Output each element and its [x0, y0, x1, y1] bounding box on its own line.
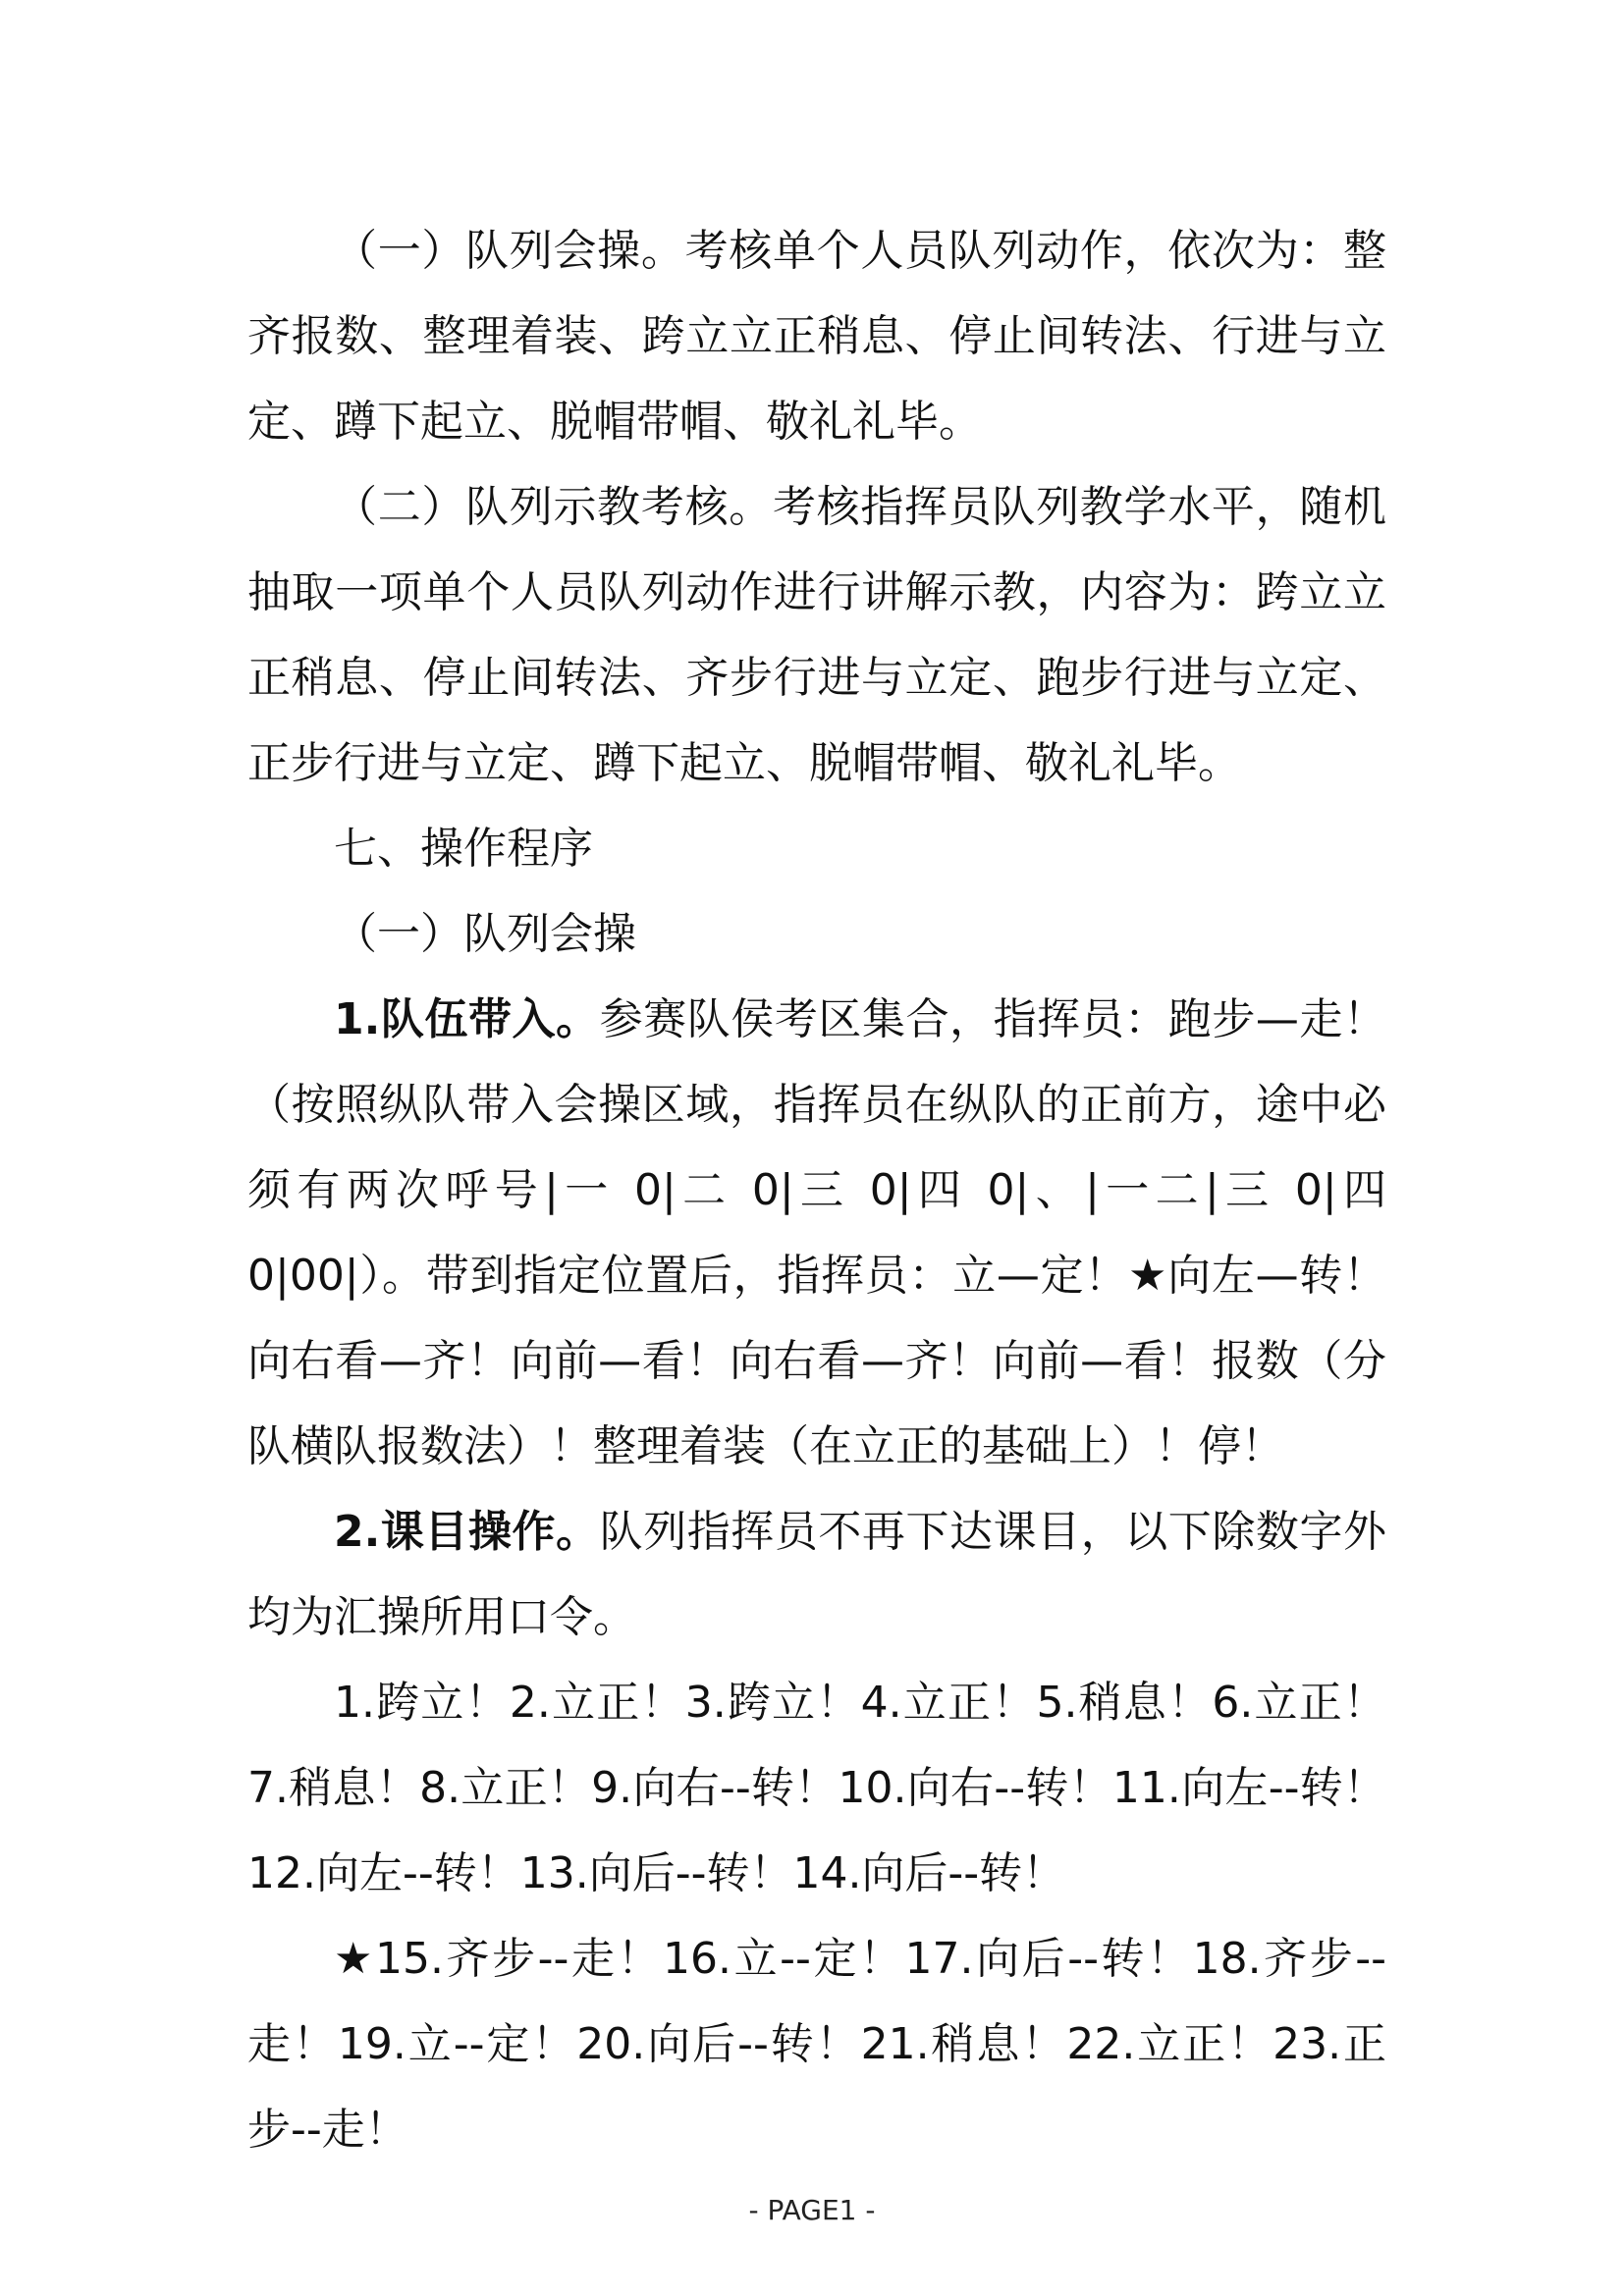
paragraph-commands-1-14: 1.跨立！2.立正！3.跨立！4.立正！5.稍息！6.立正！7.稍息！8.立正！9.向右--转！10.向右--转！11.向左--转！12.向左--转！13.向后--转！14.向后--转！: [247, 1678, 1386, 1898]
subsection-heading-team-drill: （一）队列会操: [334, 909, 636, 959]
paragraph-lead-subject-operation: 2.课目操作。: [334, 1507, 600, 1557]
paragraph-commands-15-23: ★15.齐步--走！16.立--定！17.向后--转！18.齐步--走！19.立--定！20.向后--转！21.稍息！22.立正！23.正步--走！: [247, 1934, 1386, 2155]
paragraph-subject-operation: [247, 1489, 1386, 1660]
paragraph-team-drill: （一）队列会操。考核单个人员队列动作，依次为：整齐报数、整理着装、跨立立正稍息、停止间转法、行进与立定、蹲下起立、脱帽带帽、敬礼礼毕。: [247, 226, 1386, 447]
paragraph-team-entry: [247, 977, 1386, 1489]
paragraph-drill-teaching: （二）队列示教考核。考核指挥员队列教学水平，随机抽取一项单个人员队列动作进行讲解示教，内容为：跨立立正稍息、停止间转法、齐步行进与立定、跑步行进与立定、正步行进与立定、蹲下起立、脱帽带帽、敬礼礼毕。: [247, 482, 1386, 788]
page-footer: - PAGE1 -: [748, 2194, 876, 2226]
paragraph-body-team-entry: 参赛队侯考区集合，指挥员：跑步—走！（按照纵队带入会操区域，指挥员在纵队的正前方，途中必须有两次呼号|一 0|二 0|三 0|四 0|、|一二|三 0|四 0|00|）。带到指定位置后，指挥员：立—定！★向左—转！向右看—齐！向前—看！向右看—齐！向前—看！报数（分队横队报数法）！整理着装（在立正的基础上）！停！: [247, 994, 1386, 1471]
paragraph-body-subject-operation: 队列指挥员不再下达课目，以下除数字外均为汇操所用口令。: [247, 1507, 1386, 1642]
paragraph-lead-team-entry: 1.队伍带入。: [334, 994, 600, 1044]
section-heading-procedure: 七、操作程序: [334, 824, 593, 874]
document-body: [247, 208, 1386, 2172]
